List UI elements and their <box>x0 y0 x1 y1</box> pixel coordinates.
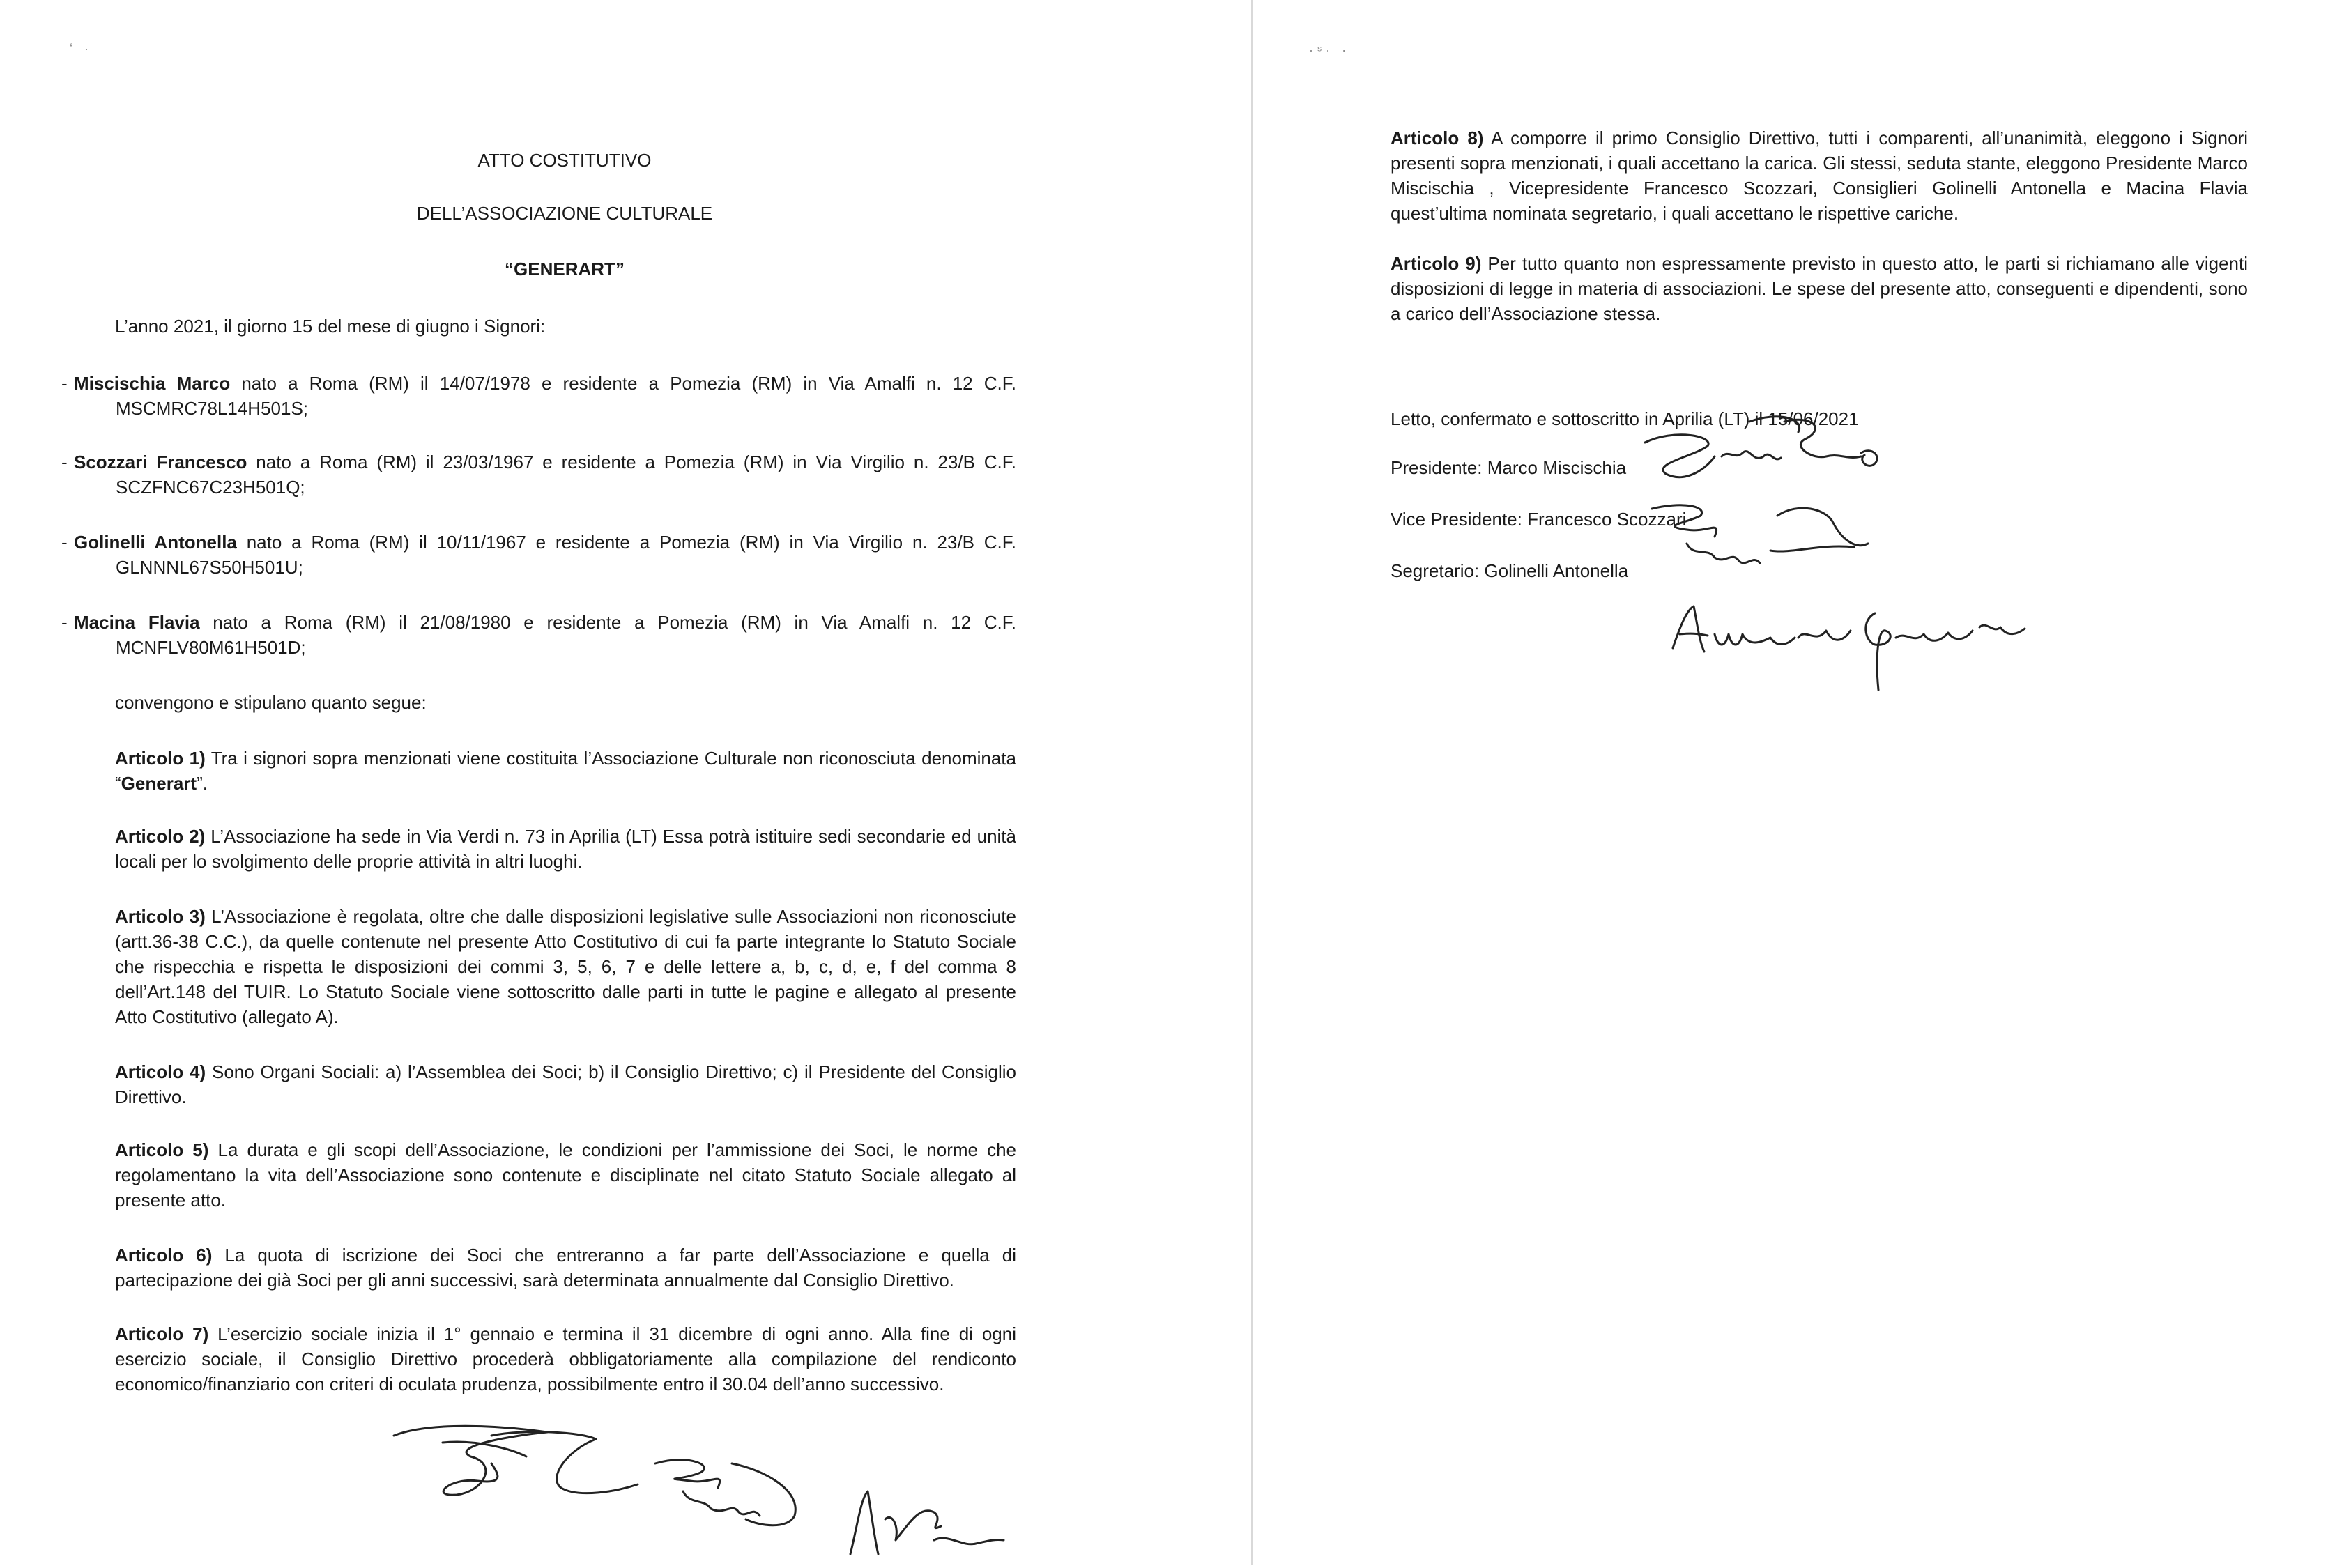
person-details: nato a Roma (RM) il 14/07/1978 e residente a Pomezia (RM) in Via Amalfi n. 12 C.F. <box>230 373 1016 394</box>
article-label: Articolo 1) <box>115 748 206 769</box>
article-label: Articolo 7) <box>115 1323 209 1344</box>
person-details: nato a Roma (RM) il 21/08/1980 e residente a Pomezia (RM) in Via Amalfi n. 12 C.F. <box>199 612 1016 633</box>
person-name: Scozzari Francesco <box>74 452 247 472</box>
person-cf: SCZFNC67C23H501Q; <box>116 477 305 498</box>
title-line-2: DELL’ASSOCIAZIONE CULTURALE <box>416 203 713 224</box>
person-name: Macina Flavia <box>74 612 200 633</box>
role-person: Francesco Scozzari <box>1527 509 1687 530</box>
article-label: Articolo 3) <box>115 906 206 927</box>
person-entry <box>61 610 1016 660</box>
person-dash: - <box>61 452 68 472</box>
article-label: Articolo 5) <box>115 1139 209 1160</box>
article-text: La durata e gli scopi dell’Associazione, le condizioni per l’ammissione dei Soci, le norme che regolamentano la vita dell’Associazione sono contenute e disciplinate nel citato Statuto Sociale allegato al presente atto. <box>115 1139 1016 1210</box>
association-name: Generart <box>121 773 197 794</box>
title-line-3: “GENERART” <box>505 259 625 279</box>
scan-artifact: ʻ · <box>70 42 93 56</box>
role-vice-presidente <box>1391 507 1686 532</box>
article-label: Articolo 9) <box>1391 253 1482 274</box>
article-text: L’Associazione è regolata, oltre che dalle disposizioni legislative sulle Associazioni non riconosciute (artt.36-38 C.C.), da quelle contenute nel presente Atto Costitutivo di cui fa parte integrante lo Statuto Sociale che rispecchia e rispetta le disposizioni dei commi 3, 5, 6, 7 e delle lettere a, b, c, d, e, f del comma 8 dell’Art.148 del TUIR. Lo Statuto Sociale viene sottoscritto dalle parti in tutte le pagine e allegato al presente Atto Costitutivo (allegato A). <box>115 906 1016 1027</box>
article-6 <box>115 1243 1016 1293</box>
role-person: Marco Miscischia <box>1487 457 1627 478</box>
signature-scozzari <box>641 1450 822 1540</box>
signature-presidente <box>1631 408 1896 491</box>
person-cf: MCNFLV80M61H501D; <box>116 637 306 658</box>
role-title: Vice Presidente: <box>1391 509 1522 530</box>
role-person: Golinelli Antonella <box>1484 560 1629 581</box>
person-entry <box>61 371 1016 421</box>
convengono-text: convengono e stipulano quanto segue: <box>115 692 427 713</box>
article-7 <box>115 1321 1016 1397</box>
article-3 <box>115 904 1016 1029</box>
person-details: nato a Roma (RM) il 10/11/1967 e residente a Pomezia (RM) in Via Virgilio n. 23/B C.F. <box>236 532 1016 553</box>
article-label: Articolo 2) <box>115 826 206 847</box>
person-name: Miscischia Marco <box>74 373 231 394</box>
person-entry <box>61 449 1016 500</box>
role-title: Segretario: <box>1391 560 1480 581</box>
signature-golinelli <box>843 1484 1011 1565</box>
role-presidente <box>1391 455 1626 480</box>
scan-artifact: ·ˢ· · <box>1309 43 1351 57</box>
article-tail: ”. <box>197 773 208 794</box>
article-4 <box>115 1059 1016 1109</box>
closing-statement: Letto, confermato e sottoscritto in Aprilia (LT) il 15/06/2021 <box>1391 408 1859 429</box>
person-dash: - <box>61 532 68 553</box>
person-dash: - <box>61 373 68 394</box>
article-text: A comporre il primo Consiglio Direttivo, tutti i comparenti, all’unanimità, eleggono i Signori presenti sopra menzionati, i quali accettano la carica. Gli stessi, seduta stante, eleggono Presidente Marco Miscischia , Vicepresidente Francesco Scozzari, Consiglieri Golinelli Antonella e Macina Flavia quest’ultima nominata segretario, i quali accettano le rispettive cariche. <box>1391 128 2248 224</box>
person-name: Golinelli Antonella <box>74 532 237 553</box>
right-page <box>1255 0 2351 1565</box>
article-label: Articolo 8) <box>1391 128 1484 148</box>
article-text: Sono Organi Sociali: a) l’Assemblea dei Soci; b) il Consiglio Direttivo; c) il Presidente del Consiglio Direttivo. <box>115 1061 1016 1107</box>
role-segretario <box>1391 558 1628 583</box>
signature-segretario <box>1666 599 2028 704</box>
person-entry <box>61 530 1016 580</box>
article-text: L’esercizio sociale inizia il 1° gennaio e termina il 31 dicembre di ogni anno. Alla fine di ogni esercizio sociale, il Consiglio Direttivo procederà obbligatoriamente alla compilazione del rendiconto economico/finanziario con criteri di oculata prudenza, possibilmente entro il 30.04 dell’anno successivo. <box>115 1323 1016 1394</box>
person-cf: GLNNNL67S50H501U; <box>116 557 303 578</box>
article-1 <box>115 746 1016 796</box>
article-label: Articolo 6) <box>115 1245 213 1266</box>
article-text: L’Associazione ha sede in Via Verdi n. 73 in Aprilia (LT) Essa potrà istituire sedi secondarie ed unità locali per lo svolgimento delle proprie attività in altri luoghi. <box>115 826 1016 872</box>
title-line-1: ATTO COSTITUTIVO <box>477 150 652 171</box>
article-5 <box>115 1137 1016 1213</box>
person-details: nato a Roma (RM) il 23/03/1967 e residente a Pomezia (RM) in Via Virgilio n. 23/B C.F. <box>247 452 1016 472</box>
intro-text: L’anno 2021, il giorno 15 del mese di giugno i Signori: <box>115 316 546 337</box>
article-text: La quota di iscrizione dei Soci che entreranno a far parte dell’Associazione e quella di partecipazione dei già Soci per gli anni successivi, sarà determinata annualmente dal Consiglio Direttivo. <box>115 1245 1016 1291</box>
page-divider <box>1251 0 1253 1565</box>
article-2 <box>115 824 1016 874</box>
person-cf: MSCMRC78L14H501S; <box>116 398 309 419</box>
signature-vice-presidente <box>1645 488 1875 578</box>
article-9 <box>1391 251 2248 326</box>
article-text: Per tutto quanto non espressamente previsto in questo atto, le parti si richiamano alle vigenti disposizioni di legge in materia di associazioni. Le spese del presente atto, conseguenti e dipendenti, sono a carico dell’Associazione stessa. <box>1391 253 2248 324</box>
role-title: Presidente: <box>1391 457 1483 478</box>
article-8 <box>1391 125 2248 226</box>
person-dash: - <box>61 612 68 633</box>
article-label: Articolo 4) <box>115 1061 206 1082</box>
article-text: Tra i signori sopra menzionati viene costituita l’Associazione Culturale non riconosciuta denominata “ <box>115 748 1016 794</box>
